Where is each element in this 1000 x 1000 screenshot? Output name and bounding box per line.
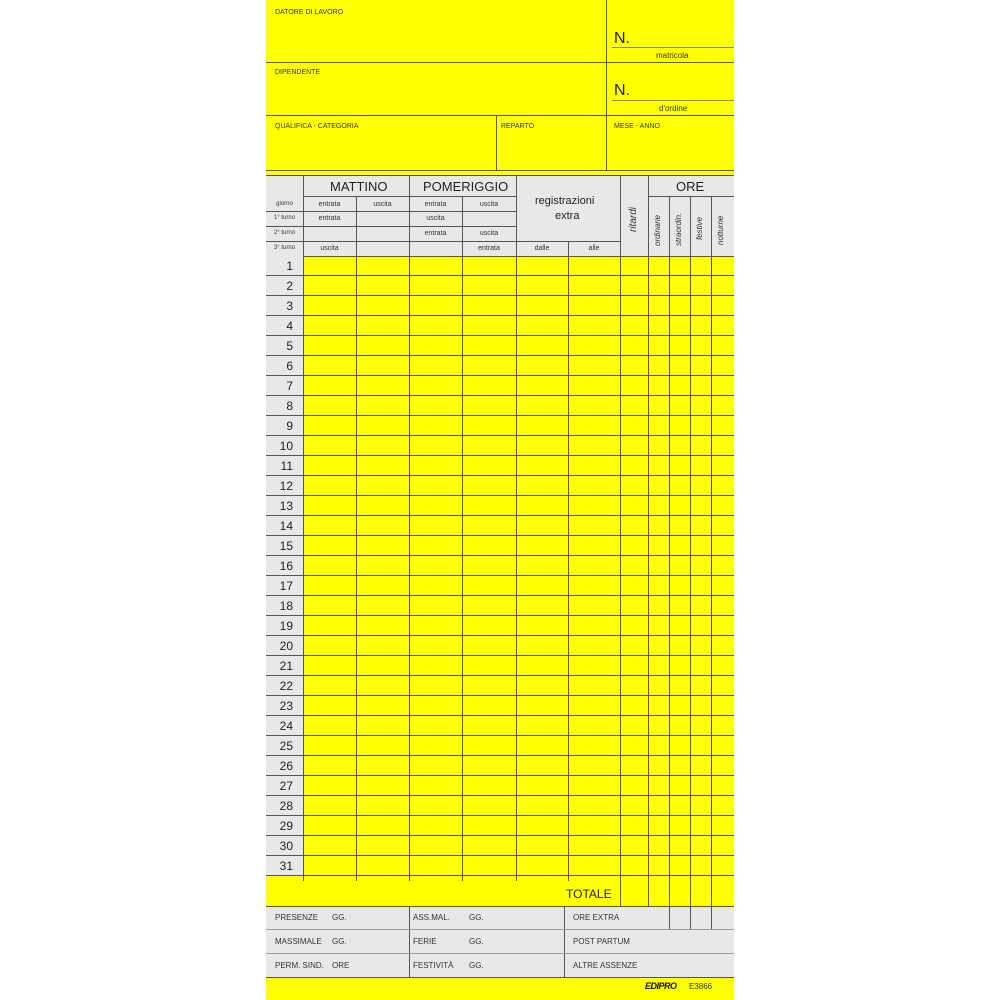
day-number: 14 xyxy=(266,516,303,535)
day-number: 13 xyxy=(266,496,303,515)
day-row[interactable] xyxy=(266,676,734,696)
day-row[interactable] xyxy=(266,556,734,576)
ass-mal-gg-label: GG. xyxy=(469,913,484,922)
day-number: 12 xyxy=(266,476,303,495)
day-number: 27 xyxy=(266,776,303,795)
day-number: 17 xyxy=(266,576,303,595)
divider xyxy=(690,907,691,929)
mattino-heading: MATTINO xyxy=(330,179,388,194)
row-label-turno-1: 1° turno xyxy=(273,215,296,221)
divider xyxy=(266,929,734,930)
festive-heading: festive xyxy=(695,216,704,240)
straordinarie-heading: straordin. xyxy=(674,212,683,246)
day-number: 22 xyxy=(266,676,303,695)
day-row[interactable] xyxy=(266,516,734,536)
post-partum-label: POST PARTUM xyxy=(573,937,630,946)
divider xyxy=(606,0,607,170)
day-row[interactable] xyxy=(266,836,734,856)
day-number: 11 xyxy=(266,456,303,475)
registrazioni-heading: registrazioni xyxy=(535,195,595,207)
massimale-label: MASSIMALE xyxy=(275,937,322,946)
day-number: 7 xyxy=(266,376,303,395)
divider xyxy=(612,100,734,101)
divider xyxy=(690,196,691,929)
day-number: 16 xyxy=(266,556,303,575)
day-number: 24 xyxy=(266,716,303,735)
time-card xyxy=(266,0,734,1000)
day-number: 8 xyxy=(266,396,303,415)
day-number: 1 xyxy=(266,256,303,275)
day-number: 26 xyxy=(266,756,303,775)
extra-heading: extra xyxy=(555,210,580,222)
day-row[interactable] xyxy=(266,456,734,476)
mese-anno-label: MESE - ANNO xyxy=(614,123,660,130)
perm-sind-label: PERM. SIND. xyxy=(275,961,324,970)
day-number: 4 xyxy=(266,316,303,335)
edipro-logo: EDIPRO xyxy=(645,981,677,991)
day-row[interactable] xyxy=(266,656,734,676)
day-row[interactable] xyxy=(266,536,734,556)
divider xyxy=(356,196,357,881)
day-number: 28 xyxy=(266,796,303,815)
divider xyxy=(669,196,670,929)
perm-sind-ore-label: ORE xyxy=(332,961,350,970)
divider xyxy=(266,977,734,978)
ferie-label: FERIE xyxy=(413,937,437,946)
ore-extra-label: ORE EXTRA xyxy=(573,913,620,922)
day-number: 31 xyxy=(266,856,303,875)
ferie-gg-label: GG. xyxy=(469,937,484,946)
ritardi-heading: ritardi xyxy=(628,206,639,232)
divider xyxy=(612,47,734,48)
row-label-turno-2: 2° turno xyxy=(273,230,296,236)
totale-label: TOTALE xyxy=(566,887,612,901)
day-row[interactable] xyxy=(266,416,734,436)
day-number: 21 xyxy=(266,656,303,675)
ordinarie-heading: ordinarie xyxy=(653,214,662,246)
day-row[interactable] xyxy=(266,376,734,396)
day-row[interactable] xyxy=(266,336,734,356)
festivita-label: FESTIVITÀ xyxy=(413,961,454,970)
divider xyxy=(648,175,649,906)
day-number: 9 xyxy=(266,416,303,435)
day-row[interactable] xyxy=(266,316,734,336)
day-row[interactable] xyxy=(266,696,734,716)
cell-label: uscita xyxy=(479,230,499,237)
cell-label: entrata xyxy=(318,215,341,222)
day-row[interactable] xyxy=(266,856,734,876)
day-row[interactable] xyxy=(266,716,734,736)
divider xyxy=(266,170,734,171)
day-number: 23 xyxy=(266,696,303,715)
day-number: 19 xyxy=(266,616,303,635)
divider xyxy=(462,196,463,881)
row-label-giorno: giorno xyxy=(276,201,293,207)
qualifica-label: QUALIFICA - CATEGORIA xyxy=(275,123,359,130)
cell-label: entrata xyxy=(478,245,500,252)
day-row[interactable] xyxy=(266,396,734,416)
dalle-label: dalle xyxy=(534,245,550,252)
divider xyxy=(648,196,734,197)
matricola-label: matricola xyxy=(656,51,689,60)
day-row[interactable] xyxy=(266,296,734,316)
divider xyxy=(568,241,569,881)
day-number: 2 xyxy=(266,276,303,295)
day-number: 30 xyxy=(266,836,303,855)
day-row[interactable] xyxy=(266,496,734,516)
day-number: 29 xyxy=(266,816,303,835)
cell-label: uscita xyxy=(479,201,499,208)
divider xyxy=(711,196,712,929)
reparto-label: REPARTO xyxy=(501,123,535,130)
divider xyxy=(266,175,734,176)
day-number: 25 xyxy=(266,736,303,755)
product-code: E3866 xyxy=(689,982,713,991)
divider xyxy=(669,907,670,929)
ass-mal-label: ASS.MAL. xyxy=(413,913,450,922)
divider xyxy=(516,175,517,881)
ordine-n-label: N. xyxy=(614,82,630,99)
matricola-n-label: N. xyxy=(614,30,630,47)
divider xyxy=(303,175,304,881)
cell-label: entrata xyxy=(424,201,447,208)
day-row[interactable] xyxy=(266,256,734,276)
cell-label: entrata xyxy=(318,201,341,208)
day-row[interactable] xyxy=(266,616,734,636)
cell-label: uscita xyxy=(426,215,445,222)
divider xyxy=(409,907,410,977)
divider xyxy=(266,62,734,63)
day-row[interactable] xyxy=(266,736,734,756)
day-row[interactable] xyxy=(266,796,734,816)
altre-assenze-label: ALTRE ASSENZE xyxy=(573,961,638,970)
divider xyxy=(496,115,497,170)
cell-label: entrata xyxy=(424,230,447,237)
day-row[interactable] xyxy=(266,356,734,376)
day-row[interactable] xyxy=(266,596,734,616)
day-number: 15 xyxy=(266,536,303,555)
day-number: 18 xyxy=(266,596,303,615)
presenze-label: PRESENZE xyxy=(275,913,319,922)
alle-label: alle xyxy=(588,245,600,252)
day-number: 5 xyxy=(266,336,303,355)
day-row[interactable] xyxy=(266,476,734,496)
divider xyxy=(266,953,734,954)
day-row[interactable] xyxy=(266,276,734,296)
day-row[interactable] xyxy=(266,816,734,836)
day-row[interactable] xyxy=(266,776,734,796)
notturne-heading: notturne xyxy=(716,215,725,245)
day-number: 6 xyxy=(266,356,303,375)
cell-label: uscita xyxy=(373,201,392,208)
day-row[interactable] xyxy=(266,576,734,596)
row-label-turno-3: 3° turno xyxy=(273,245,296,251)
presenze-gg-label: GG. xyxy=(332,913,347,922)
massimale-gg-label: GG. xyxy=(332,937,347,946)
divider xyxy=(711,907,712,929)
divider xyxy=(266,241,620,242)
festivita-gg-label: GG. xyxy=(469,961,484,970)
divider xyxy=(409,175,410,881)
divider xyxy=(266,115,734,116)
divider xyxy=(620,175,621,906)
dipendente-label: DIPENDENTE xyxy=(275,69,321,76)
divider xyxy=(564,907,565,977)
day-number: 10 xyxy=(266,436,303,455)
day-number: 3 xyxy=(266,296,303,315)
ordine-label: d'ordine xyxy=(659,104,688,113)
cell-label: uscita xyxy=(320,245,339,252)
day-row[interactable] xyxy=(266,756,734,776)
ore-heading: ORE xyxy=(676,179,705,194)
day-number: 20 xyxy=(266,636,303,655)
day-row[interactable] xyxy=(266,636,734,656)
datore-label: DATORE DI LAVORO xyxy=(275,9,344,16)
day-row[interactable] xyxy=(266,436,734,456)
pomeriggio-heading: POMERIGGIO xyxy=(423,179,509,194)
